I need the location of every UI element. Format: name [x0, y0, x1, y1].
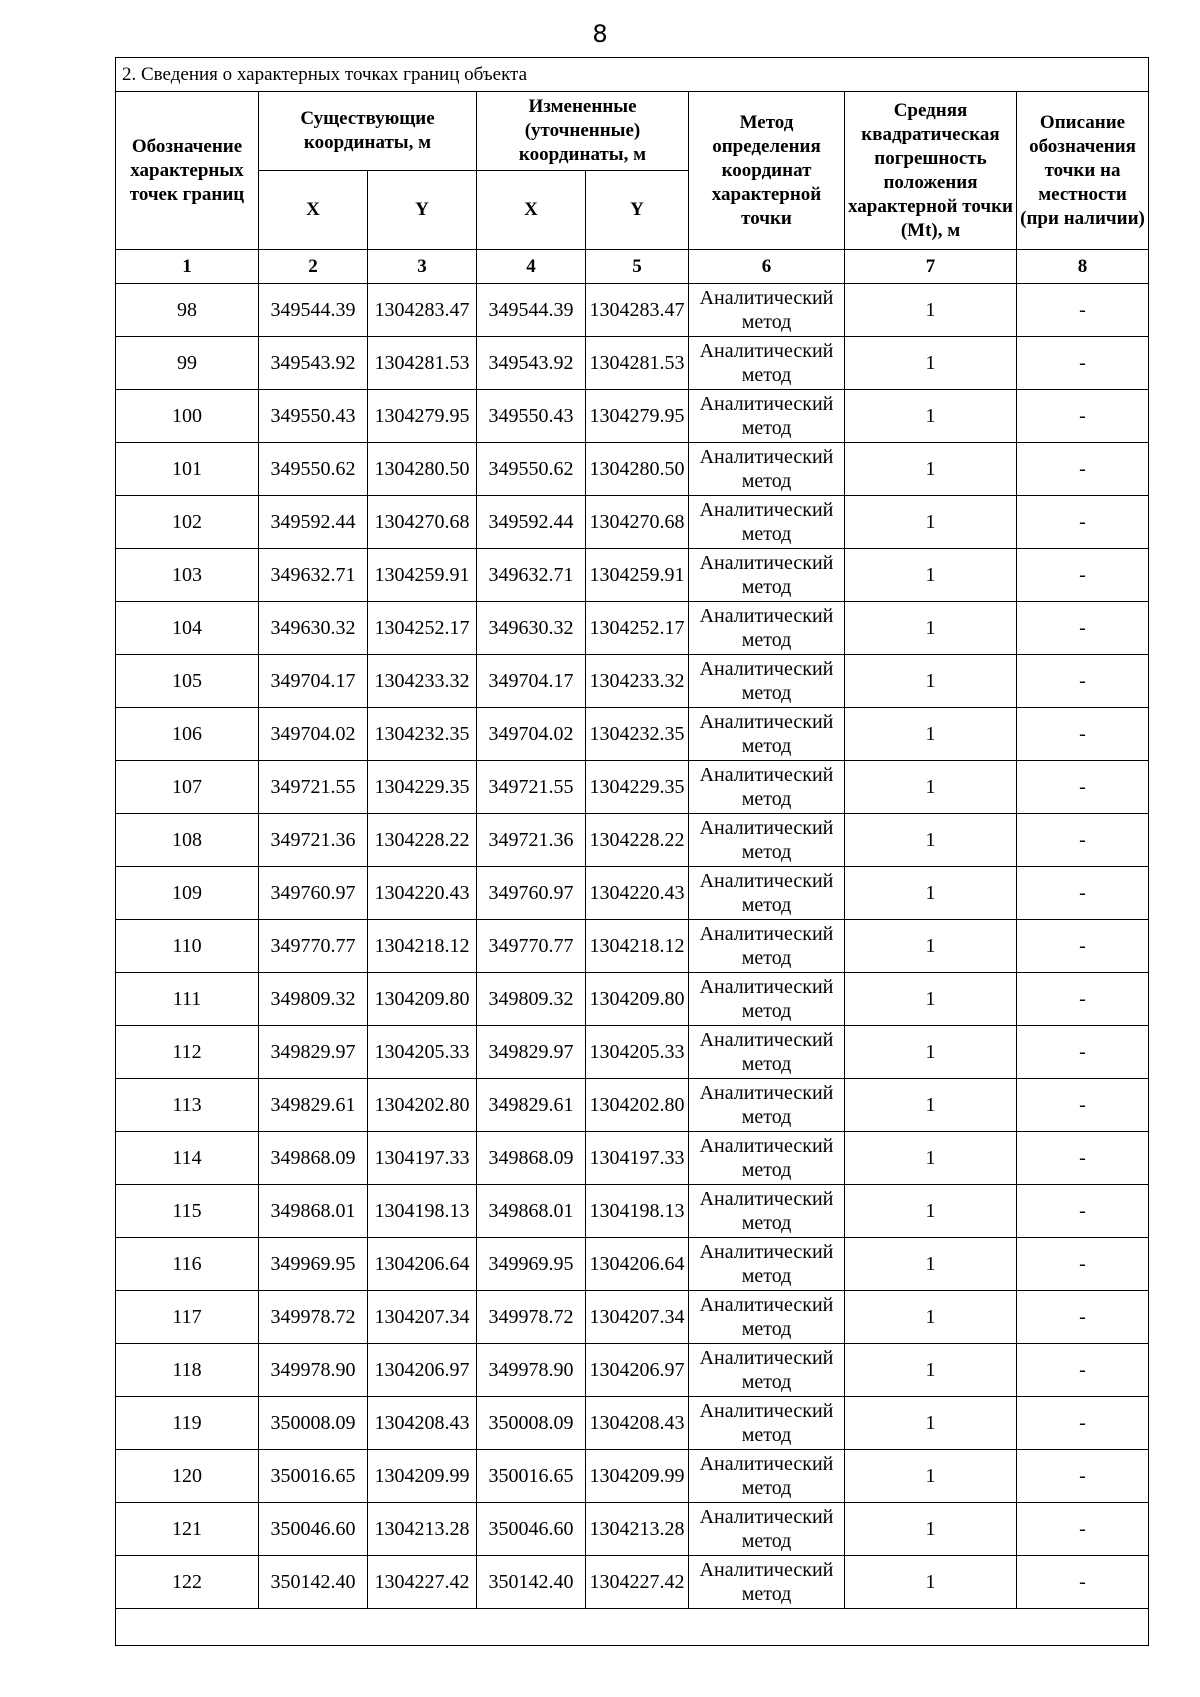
method-cell: Аналитический метод [689, 284, 845, 337]
changed-y-cell: 1304229.35 [586, 761, 689, 814]
table-row [116, 973, 1149, 1026]
existing-x-cell: 349978.72 [259, 1291, 368, 1344]
description-cell: - [1017, 1079, 1149, 1132]
existing-x-cell: 350046.60 [259, 1503, 368, 1556]
changed-y-cell: 1304270.68 [586, 496, 689, 549]
section-title: 2. Сведения о характерных точках границ объекта [116, 58, 1149, 92]
existing-y-cell: 1304220.43 [368, 867, 477, 920]
mean-error-cell: 1 [845, 602, 1017, 655]
mean-error-cell: 1 [845, 549, 1017, 602]
header-existing-coordinates: Существующие координаты, м [259, 92, 477, 171]
description-cell: - [1017, 337, 1149, 390]
existing-y-cell: 1304279.95 [368, 390, 477, 443]
changed-y-cell: 1304280.50 [586, 443, 689, 496]
point-id-cell: 110 [116, 920, 259, 973]
changed-x-cell: 349721.55 [477, 761, 586, 814]
mean-error-cell: 1 [845, 1291, 1017, 1344]
mean-error-cell: 1 [845, 761, 1017, 814]
description-cell: - [1017, 867, 1149, 920]
mean-error-cell: 1 [845, 1132, 1017, 1185]
existing-x-cell: 350008.09 [259, 1397, 368, 1450]
description-cell: - [1017, 1397, 1149, 1450]
method-cell: Аналитический метод [689, 337, 845, 390]
method-cell: Аналитический метод [689, 973, 845, 1026]
changed-x-cell: 349829.97 [477, 1026, 586, 1079]
changed-x-cell: 349592.44 [477, 496, 586, 549]
table-row [116, 708, 1149, 761]
point-id-cell: 115 [116, 1185, 259, 1238]
mean-error-cell: 1 [845, 655, 1017, 708]
changed-y-cell: 1304228.22 [586, 814, 689, 867]
method-cell: Аналитический метод [689, 920, 845, 973]
existing-x-cell: 349809.32 [259, 973, 368, 1026]
existing-y-cell: 1304202.80 [368, 1079, 477, 1132]
changed-y-cell: 1304206.64 [586, 1238, 689, 1291]
method-cell: Аналитический метод [689, 814, 845, 867]
existing-y-cell: 1304233.32 [368, 655, 477, 708]
mean-error-cell: 1 [845, 284, 1017, 337]
mean-error-cell: 1 [845, 814, 1017, 867]
header-changed-y: Y [586, 171, 689, 250]
header-description: Описание обозначения точки на местности (при наличии) [1017, 92, 1149, 250]
point-id-cell: 120 [116, 1450, 259, 1503]
description-cell: - [1017, 708, 1149, 761]
description-cell: - [1017, 973, 1149, 1026]
point-id-cell: 116 [116, 1238, 259, 1291]
changed-y-cell: 1304198.13 [586, 1185, 689, 1238]
existing-y-cell: 1304252.17 [368, 602, 477, 655]
table-row [116, 1079, 1149, 1132]
existing-x-cell: 349868.01 [259, 1185, 368, 1238]
description-cell: - [1017, 549, 1149, 602]
table-row [116, 1344, 1149, 1397]
existing-x-cell: 349721.55 [259, 761, 368, 814]
method-cell: Аналитический метод [689, 1450, 845, 1503]
header-changed-coordinates: Измененные (уточненные) координаты, м [477, 92, 689, 171]
table-row [116, 443, 1149, 496]
existing-x-cell: 349704.17 [259, 655, 368, 708]
description-cell: - [1017, 761, 1149, 814]
changed-y-cell: 1304232.35 [586, 708, 689, 761]
mean-error-cell: 1 [845, 708, 1017, 761]
changed-y-cell: 1304197.33 [586, 1132, 689, 1185]
existing-y-cell: 1304228.22 [368, 814, 477, 867]
point-id-cell: 106 [116, 708, 259, 761]
existing-y-cell: 1304283.47 [368, 284, 477, 337]
column-number: 5 [586, 250, 689, 284]
point-id-cell: 114 [116, 1132, 259, 1185]
changed-x-cell: 349868.09 [477, 1132, 586, 1185]
changed-y-cell: 1304259.91 [586, 549, 689, 602]
existing-y-cell: 1304208.43 [368, 1397, 477, 1450]
point-id-cell: 112 [116, 1026, 259, 1079]
existing-y-cell: 1304281.53 [368, 337, 477, 390]
changed-x-cell: 349978.72 [477, 1291, 586, 1344]
table-row [116, 284, 1149, 337]
existing-y-cell: 1304206.97 [368, 1344, 477, 1397]
column-number: 3 [368, 250, 477, 284]
point-id-cell: 99 [116, 337, 259, 390]
existing-y-cell: 1304227.42 [368, 1556, 477, 1609]
description-cell: - [1017, 284, 1149, 337]
changed-y-cell: 1304209.99 [586, 1450, 689, 1503]
existing-x-cell: 350016.65 [259, 1450, 368, 1503]
point-id-cell: 103 [116, 549, 259, 602]
changed-y-cell: 1304206.97 [586, 1344, 689, 1397]
description-cell: - [1017, 1344, 1149, 1397]
method-cell: Аналитический метод [689, 708, 845, 761]
method-cell: Аналитический метод [689, 1079, 845, 1132]
existing-x-cell: 349829.61 [259, 1079, 368, 1132]
method-cell: Аналитический метод [689, 443, 845, 496]
changed-y-cell: 1304209.80 [586, 973, 689, 1026]
mean-error-cell: 1 [845, 1503, 1017, 1556]
point-id-cell: 102 [116, 496, 259, 549]
changed-y-cell: 1304218.12 [586, 920, 689, 973]
point-id-cell: 100 [116, 390, 259, 443]
point-id-cell: 122 [116, 1556, 259, 1609]
changed-x-cell: 349630.32 [477, 602, 586, 655]
table-row [116, 390, 1149, 443]
existing-y-cell: 1304259.91 [368, 549, 477, 602]
changed-x-cell: 349543.92 [477, 337, 586, 390]
table-row [116, 920, 1149, 973]
mean-error-cell: 1 [845, 1397, 1017, 1450]
changed-x-cell: 349550.43 [477, 390, 586, 443]
mean-error-cell: 1 [845, 1556, 1017, 1609]
existing-x-cell: 349770.77 [259, 920, 368, 973]
changed-y-cell: 1304281.53 [586, 337, 689, 390]
description-cell: - [1017, 1026, 1149, 1079]
changed-x-cell: 349760.97 [477, 867, 586, 920]
table-row [116, 1397, 1149, 1450]
header-mean-error: Средняя квадратическая погрешность положения характерной точки (Mt), м [845, 92, 1017, 250]
point-id-cell: 109 [116, 867, 259, 920]
method-cell: Аналитический метод [689, 1503, 845, 1556]
empty-footer-row [116, 1609, 1149, 1646]
method-cell: Аналитический метод [689, 1397, 845, 1450]
method-cell: Аналитический метод [689, 390, 845, 443]
table-row [116, 761, 1149, 814]
existing-x-cell: 349721.36 [259, 814, 368, 867]
changed-y-cell: 1304207.34 [586, 1291, 689, 1344]
changed-x-cell: 349550.62 [477, 443, 586, 496]
existing-y-cell: 1304205.33 [368, 1026, 477, 1079]
description-cell: - [1017, 443, 1149, 496]
existing-y-cell: 1304197.33 [368, 1132, 477, 1185]
description-cell: - [1017, 1185, 1149, 1238]
existing-x-cell: 349704.02 [259, 708, 368, 761]
method-cell: Аналитический метод [689, 602, 845, 655]
description-cell: - [1017, 1450, 1149, 1503]
changed-x-cell: 350142.40 [477, 1556, 586, 1609]
description-cell: - [1017, 1556, 1149, 1609]
header-existing-x: X [259, 171, 368, 250]
boundary-points-table [115, 57, 1149, 1646]
existing-y-cell: 1304232.35 [368, 708, 477, 761]
changed-x-cell: 350046.60 [477, 1503, 586, 1556]
table-row [116, 602, 1149, 655]
existing-x-cell: 349978.90 [259, 1344, 368, 1397]
method-cell: Аналитический метод [689, 867, 845, 920]
method-cell: Аналитический метод [689, 549, 845, 602]
description-cell: - [1017, 1291, 1149, 1344]
changed-y-cell: 1304233.32 [586, 655, 689, 708]
table-row [116, 655, 1149, 708]
changed-y-cell: 1304205.33 [586, 1026, 689, 1079]
changed-x-cell: 349704.17 [477, 655, 586, 708]
method-cell: Аналитический метод [689, 1026, 845, 1079]
method-cell: Аналитический метод [689, 655, 845, 708]
point-id-cell: 111 [116, 973, 259, 1026]
table-row [116, 496, 1149, 549]
changed-x-cell: 350008.09 [477, 1397, 586, 1450]
changed-y-cell: 1304252.17 [586, 602, 689, 655]
mean-error-cell: 1 [845, 920, 1017, 973]
changed-x-cell: 349721.36 [477, 814, 586, 867]
table-row [116, 1291, 1149, 1344]
existing-y-cell: 1304229.35 [368, 761, 477, 814]
table-row [116, 1238, 1149, 1291]
existing-y-cell: 1304280.50 [368, 443, 477, 496]
point-id-cell: 101 [116, 443, 259, 496]
existing-x-cell: 349969.95 [259, 1238, 368, 1291]
existing-y-cell: 1304209.80 [368, 973, 477, 1026]
existing-y-cell: 1304213.28 [368, 1503, 477, 1556]
mean-error-cell: 1 [845, 337, 1017, 390]
description-cell: - [1017, 655, 1149, 708]
column-number: 8 [1017, 250, 1149, 284]
existing-y-cell: 1304198.13 [368, 1185, 477, 1238]
description-cell: - [1017, 1503, 1149, 1556]
point-id-cell: 118 [116, 1344, 259, 1397]
method-cell: Аналитический метод [689, 496, 845, 549]
mean-error-cell: 1 [845, 973, 1017, 1026]
empty-cell [116, 1609, 1149, 1646]
existing-y-cell: 1304209.99 [368, 1450, 477, 1503]
existing-x-cell: 349868.09 [259, 1132, 368, 1185]
mean-error-cell: 1 [845, 1344, 1017, 1397]
point-id-cell: 105 [116, 655, 259, 708]
table-row [116, 814, 1149, 867]
point-id-cell: 98 [116, 284, 259, 337]
mean-error-cell: 1 [845, 1238, 1017, 1291]
mean-error-cell: 1 [845, 1079, 1017, 1132]
table-row [116, 337, 1149, 390]
point-id-cell: 108 [116, 814, 259, 867]
description-cell: - [1017, 602, 1149, 655]
existing-x-cell: 350142.40 [259, 1556, 368, 1609]
header-existing-y: Y [368, 171, 477, 250]
existing-x-cell: 349550.43 [259, 390, 368, 443]
point-id-cell: 121 [116, 1503, 259, 1556]
description-cell: - [1017, 920, 1149, 973]
existing-y-cell: 1304218.12 [368, 920, 477, 973]
point-id-cell: 113 [116, 1079, 259, 1132]
changed-x-cell: 349969.95 [477, 1238, 586, 1291]
point-id-cell: 119 [116, 1397, 259, 1450]
column-number: 7 [845, 250, 1017, 284]
point-id-cell: 117 [116, 1291, 259, 1344]
existing-x-cell: 349760.97 [259, 867, 368, 920]
changed-x-cell: 349544.39 [477, 284, 586, 337]
column-number: 2 [259, 250, 368, 284]
mean-error-cell: 1 [845, 1026, 1017, 1079]
table-row [116, 1556, 1149, 1609]
point-id-cell: 104 [116, 602, 259, 655]
existing-x-cell: 349630.32 [259, 602, 368, 655]
description-cell: - [1017, 1132, 1149, 1185]
changed-y-cell: 1304279.95 [586, 390, 689, 443]
description-cell: - [1017, 1238, 1149, 1291]
changed-y-cell: 1304213.28 [586, 1503, 689, 1556]
description-cell: - [1017, 496, 1149, 549]
changed-y-cell: 1304227.42 [586, 1556, 689, 1609]
method-cell: Аналитический метод [689, 761, 845, 814]
column-numbers-row [116, 250, 1149, 284]
mean-error-cell: 1 [845, 443, 1017, 496]
existing-x-cell: 349829.97 [259, 1026, 368, 1079]
header-point-designation: Обозначение характерных точек границ [116, 92, 259, 250]
table-row [116, 1185, 1149, 1238]
changed-x-cell: 349829.61 [477, 1079, 586, 1132]
description-cell: - [1017, 390, 1149, 443]
header-method: Метод определения координат характерной точки [689, 92, 845, 250]
table-row [116, 867, 1149, 920]
mean-error-cell: 1 [845, 1185, 1017, 1238]
method-cell: Аналитический метод [689, 1238, 845, 1291]
changed-y-cell: 1304202.80 [586, 1079, 689, 1132]
existing-x-cell: 349544.39 [259, 284, 368, 337]
changed-x-cell: 349704.02 [477, 708, 586, 761]
method-cell: Аналитический метод [689, 1556, 845, 1609]
existing-y-cell: 1304270.68 [368, 496, 477, 549]
table-row [116, 1132, 1149, 1185]
table-row [116, 549, 1149, 602]
existing-x-cell: 349592.44 [259, 496, 368, 549]
method-cell: Аналитический метод [689, 1132, 845, 1185]
method-cell: Аналитический метод [689, 1291, 845, 1344]
existing-x-cell: 349543.92 [259, 337, 368, 390]
mean-error-cell: 1 [845, 496, 1017, 549]
mean-error-cell: 1 [845, 1450, 1017, 1503]
existing-x-cell: 349632.71 [259, 549, 368, 602]
changed-x-cell: 349809.32 [477, 973, 586, 1026]
changed-x-cell: 350016.65 [477, 1450, 586, 1503]
section-caption-row [116, 58, 1149, 92]
changed-x-cell: 349868.01 [477, 1185, 586, 1238]
changed-x-cell: 349770.77 [477, 920, 586, 973]
header-changed-x: X [477, 171, 586, 250]
mean-error-cell: 1 [845, 867, 1017, 920]
table-row [116, 1450, 1149, 1503]
changed-y-cell: 1304220.43 [586, 867, 689, 920]
column-number: 4 [477, 250, 586, 284]
table-row [116, 1026, 1149, 1079]
column-number: 6 [689, 250, 845, 284]
changed-y-cell: 1304208.43 [586, 1397, 689, 1450]
changed-x-cell: 349632.71 [477, 549, 586, 602]
page-number: 8 [592, 20, 608, 48]
existing-y-cell: 1304207.34 [368, 1291, 477, 1344]
changed-y-cell: 1304283.47 [586, 284, 689, 337]
existing-y-cell: 1304206.64 [368, 1238, 477, 1291]
mean-error-cell: 1 [845, 390, 1017, 443]
point-id-cell: 107 [116, 761, 259, 814]
header-row-1 [116, 92, 1149, 171]
table-row [116, 1503, 1149, 1556]
method-cell: Аналитический метод [689, 1344, 845, 1397]
description-cell: - [1017, 814, 1149, 867]
changed-x-cell: 349978.90 [477, 1344, 586, 1397]
existing-x-cell: 349550.62 [259, 443, 368, 496]
column-number: 1 [116, 250, 259, 284]
method-cell: Аналитический метод [689, 1185, 845, 1238]
